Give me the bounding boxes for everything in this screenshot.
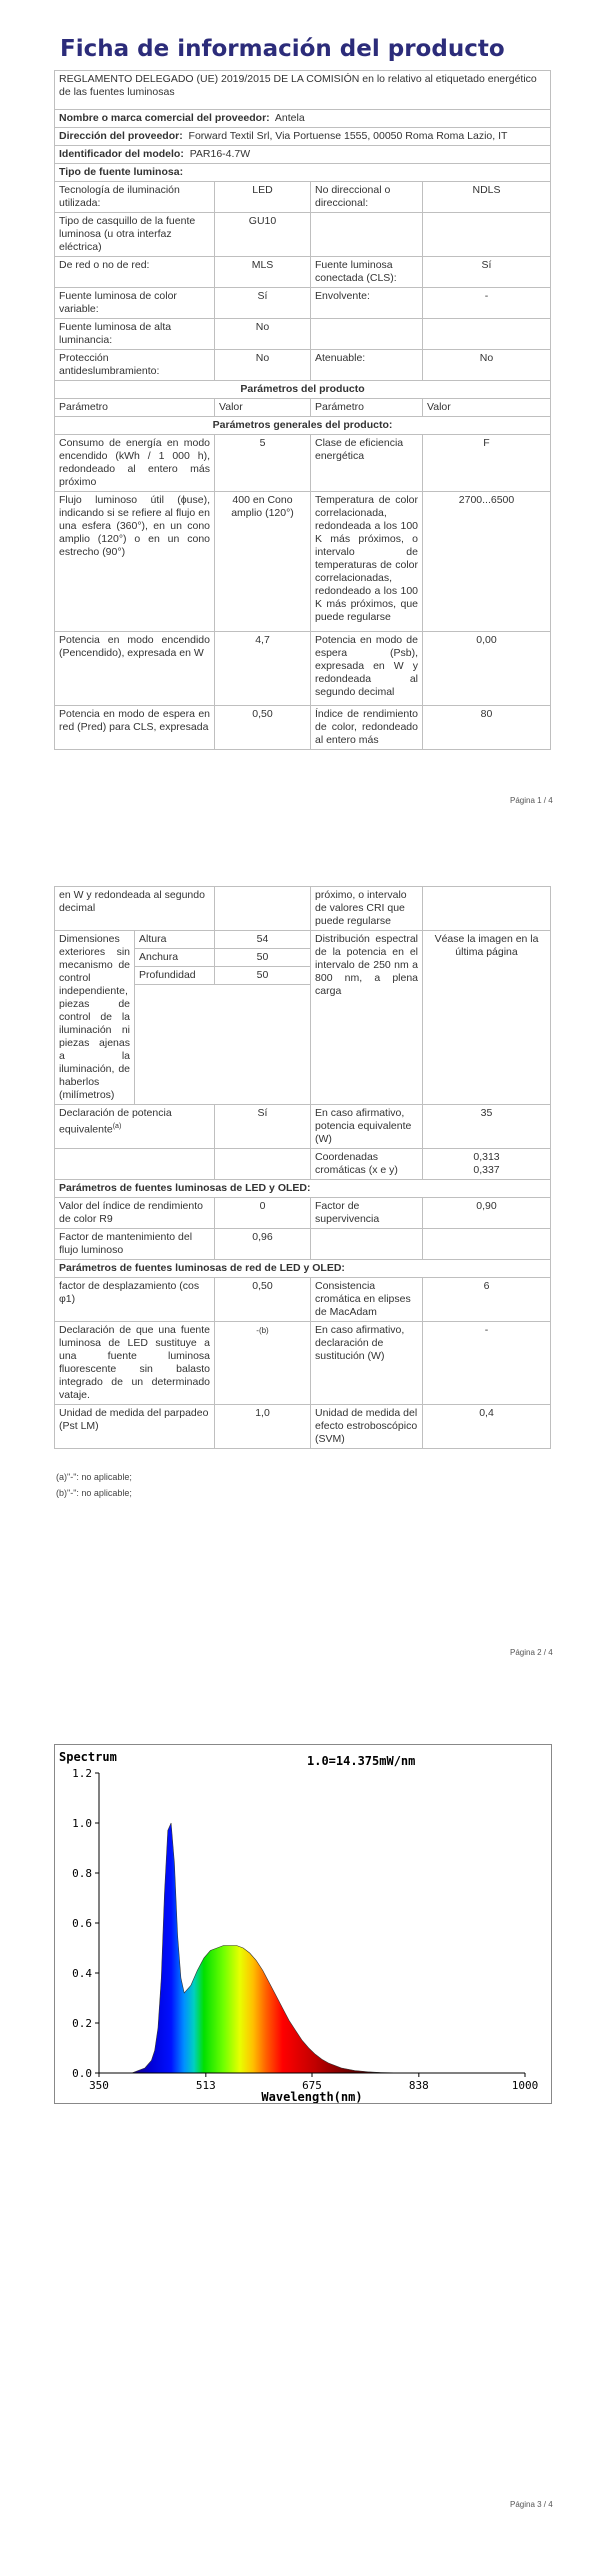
y-tick-label: 1.2	[72, 1767, 92, 1780]
regulation-text: REGLAMENTO DELEGADO (UE) 2019/2015 DE LA COMISIÓN en lo relativo al etiquetado energético de las fuentes luminosas	[55, 71, 551, 110]
spectrum-chart-svg	[55, 1745, 551, 2103]
displacement-label: factor de desplazamiento (cos φ1)	[55, 1278, 215, 1322]
r9-value: 0	[215, 1198, 311, 1229]
x-tick-label: 1000	[511, 2079, 539, 2092]
empty-cell	[215, 887, 311, 931]
chroma-y: 0,337	[473, 1164, 500, 1176]
param-label: Potencia en modo de espera en red (Pred) para CLS, expresada	[55, 706, 215, 750]
type-value: Sí	[423, 257, 551, 288]
x-tick-label: 838	[408, 2079, 429, 2092]
address-row	[55, 128, 551, 146]
type-label: De red o no de red:	[55, 257, 215, 288]
page-title: Ficha de información del producto	[60, 36, 505, 62]
type-value: No	[215, 350, 311, 381]
equivalent-power-value: 35	[423, 1105, 551, 1149]
type-label	[311, 319, 423, 350]
type-label	[311, 213, 423, 257]
product-info-table-page2	[54, 886, 551, 1449]
param-label: Índice de rendimiento de color, redondeado al entero más	[311, 706, 423, 750]
address-label: Dirección del proveedor:	[59, 130, 183, 142]
y-tick-label: 0.8	[72, 1867, 92, 1880]
column-header: Valor	[423, 399, 551, 417]
type-value: GU10	[215, 213, 311, 257]
type-label: Atenuable:	[311, 350, 423, 381]
param-value: F	[423, 435, 551, 492]
y-tick-label: 0.4	[72, 1967, 92, 1980]
param-value: 400 en Cono amplio (120°)	[215, 492, 311, 632]
param-value: 5	[215, 435, 311, 492]
led-heading: Parámetros de fuentes luminosas de LED y OLED:	[55, 1180, 551, 1198]
page-footer: Página 2 / 4	[510, 1648, 553, 1657]
fluorescent-label: Declaración de que una fuente luminosa de LED sustituye a una fuente luminosa fluorescente sin balasto integrado de un determinado vataje.	[55, 1322, 215, 1405]
equivalent-label: Declaración de potencia equivalente	[59, 1107, 172, 1136]
param-label: Potencia en modo encendido (Pencendido), expresada en W	[55, 632, 215, 706]
equivalent-power-label: En caso afirmativo, potencia equivalente (W)	[311, 1105, 423, 1149]
pst-value: 1,0	[215, 1405, 311, 1449]
model-row	[55, 146, 551, 164]
type-label: Protección antideslumbramiento:	[55, 350, 215, 381]
type-value	[423, 213, 551, 257]
page-footer: Página 1 / 4	[510, 796, 553, 805]
param-value: 80	[423, 706, 551, 750]
type-value: No	[423, 350, 551, 381]
dimension-value: 50	[215, 967, 311, 985]
svm-value: 0,4	[423, 1405, 551, 1449]
dimension-value: 54	[215, 931, 311, 949]
param-value: 4,7	[215, 632, 311, 706]
footnote-b: (b)"-": no aplicable;	[56, 1488, 132, 1498]
spectrum-chart	[54, 1744, 552, 2104]
fluorescent-declaration-value: -	[423, 1322, 551, 1405]
survival-label: Factor de supervivencia	[311, 1198, 423, 1229]
supplier-label: Nombre o marca comercial del proveedor:	[59, 112, 270, 124]
page-footer: Página 3 / 4	[510, 2500, 553, 2509]
y-tick-label: 0.2	[72, 2017, 92, 2030]
param-label: próximo, o intervalo de valores CRI que puede regularse	[311, 887, 423, 931]
pst-label: Unidad de medida del parpadeo (Pst LM)	[55, 1405, 215, 1449]
x-tick-label: 513	[195, 2079, 216, 2092]
mains-heading: Parámetros de fuentes luminosas de red de LED y OLED:	[55, 1260, 551, 1278]
type-label: Envolvente:	[311, 288, 423, 319]
macadam-label: Consistencia cromática en elipses de MacAdam	[311, 1278, 423, 1322]
spectrum-area	[99, 1823, 525, 2073]
chroma-values	[423, 1149, 551, 1180]
model-label: Identificador del modelo:	[59, 148, 184, 160]
dimension-key: Altura	[135, 931, 215, 949]
supplier-row	[55, 110, 551, 128]
address-value: Forward Textil Srl, Via Portuense 1555, 00050 Roma Roma Lazio, IT	[188, 130, 508, 142]
type-value: No	[215, 319, 311, 350]
params-heading: Parámetros del producto	[55, 381, 551, 399]
type-value	[423, 319, 551, 350]
type-value: LED	[215, 182, 311, 213]
equivalent-value: Sí	[215, 1105, 311, 1149]
type-label: Fuente luminosa conectada (CLS):	[311, 257, 423, 288]
column-header: Valor	[215, 399, 311, 417]
param-label: Temperatura de color correlacionada, redondeada a los 100 K más próximos, o intervalo de temperaturas de color correlacionadas, redondeado a los 100 K más próximos, que puede regularse	[311, 492, 423, 632]
footnote-a: (a)"-": no aplicable;	[56, 1472, 132, 1482]
type-label: No direccional o direccional:	[311, 182, 423, 213]
svm-label: Unidad de medida del efecto estroboscópico (SVM)	[311, 1405, 423, 1449]
chroma-x: 0,313	[473, 1151, 500, 1163]
chart-title: Spectrum	[59, 1750, 117, 1764]
maintenance-label: Factor de mantenimiento del flujo luminoso	[55, 1229, 215, 1260]
empty-cell	[423, 1229, 551, 1260]
type-value: Sí	[215, 288, 311, 319]
param-label: Potencia en modo de espera (Psb), expresada en W y redondeada al segundo decimal	[311, 632, 423, 706]
x-axis-label: Wavelength(nm)	[261, 2090, 363, 2103]
x-tick-label: 675	[302, 2079, 322, 2092]
dimension-value: 50	[215, 949, 311, 967]
type-value: MLS	[215, 257, 311, 288]
empty-cell	[311, 1229, 423, 1260]
empty-cell	[135, 985, 311, 1105]
light-type-heading: Tipo de fuente luminosa:	[55, 164, 551, 182]
displacement-value: 0,50	[215, 1278, 311, 1322]
type-label: Tecnología de iluminación utilizada:	[55, 182, 215, 213]
dimension-key: Profundidad	[135, 967, 215, 985]
chroma-label: Coordenadas cromáticas (x e y)	[311, 1149, 423, 1180]
type-value: NDLS	[423, 182, 551, 213]
param-value: 2700...6500	[423, 492, 551, 632]
empty-cell	[215, 1149, 311, 1180]
y-tick-label: 0.0	[72, 2067, 92, 2080]
equivalent-power-declaration	[55, 1105, 215, 1149]
dimension-key: Anchura	[135, 949, 215, 967]
param-value: 0,50	[215, 706, 311, 750]
general-heading: Parámetros generales del producto:	[55, 417, 551, 435]
y-tick-label: 1.0	[72, 1817, 92, 1830]
fluorescent-value: -(b)	[215, 1322, 311, 1405]
type-label: Tipo de casquillo de la fuente luminosa (u otra interfaz eléctrica)	[55, 213, 215, 257]
x-tick-label: 350	[89, 2079, 109, 2092]
y-tick-label: 0.6	[72, 1917, 92, 1930]
footnote-marker: (a)	[112, 1123, 122, 1130]
r9-label: Valor del índice de rendimiento de color R9	[55, 1198, 215, 1229]
param-label: Clase de eficiencia energética	[311, 435, 423, 492]
type-value: -	[423, 288, 551, 319]
param-label: en W y redondeada al segundo decimal	[55, 887, 215, 931]
model-value: PAR16-4.7W	[189, 148, 251, 160]
column-header: Parámetro	[311, 399, 423, 417]
type-label: Fuente luminosa de alta luminancia:	[55, 319, 215, 350]
empty-cell	[423, 887, 551, 931]
fluorescent-declaration-label: En caso afirmativo, declaración de sustitución (W)	[311, 1322, 423, 1405]
survival-value: 0,90	[423, 1198, 551, 1229]
column-header: Parámetro	[55, 399, 215, 417]
spectral-label: Distribución espectral de la potencia en el intervalo de 250 nm a 800 nm, a plena carga	[311, 931, 423, 1105]
supplier-value: Antela	[274, 112, 305, 124]
param-label: Flujo luminoso útil (ϕuse), indicando si se refiere al flujo en una esfera (360°), en un cono amplio (120°) o en un cono estrecho (90°)	[55, 492, 215, 632]
spectral-value: Véase la imagen en la última página	[423, 931, 551, 1105]
empty-cell	[55, 1149, 215, 1180]
param-label: Consumo de energía en modo encendido (kWh / 1 000 h), redondeado al entero más próximo	[55, 435, 215, 492]
type-label: Fuente luminosa de color variable:	[55, 288, 215, 319]
macadam-value: 6	[423, 1278, 551, 1322]
maintenance-value: 0,96	[215, 1229, 311, 1260]
product-info-table-page1	[54, 70, 551, 750]
param-value: 0,00	[423, 632, 551, 706]
chart-annotation: 1.0=14.375mW/nm	[307, 1754, 416, 1768]
dimensions-label: Dimensiones exteriores sin mecanismo de control independiente, piezas de control de la iluminación ni piezas ajenas a la iluminación, de haberlos (milímetros)	[55, 931, 135, 1105]
